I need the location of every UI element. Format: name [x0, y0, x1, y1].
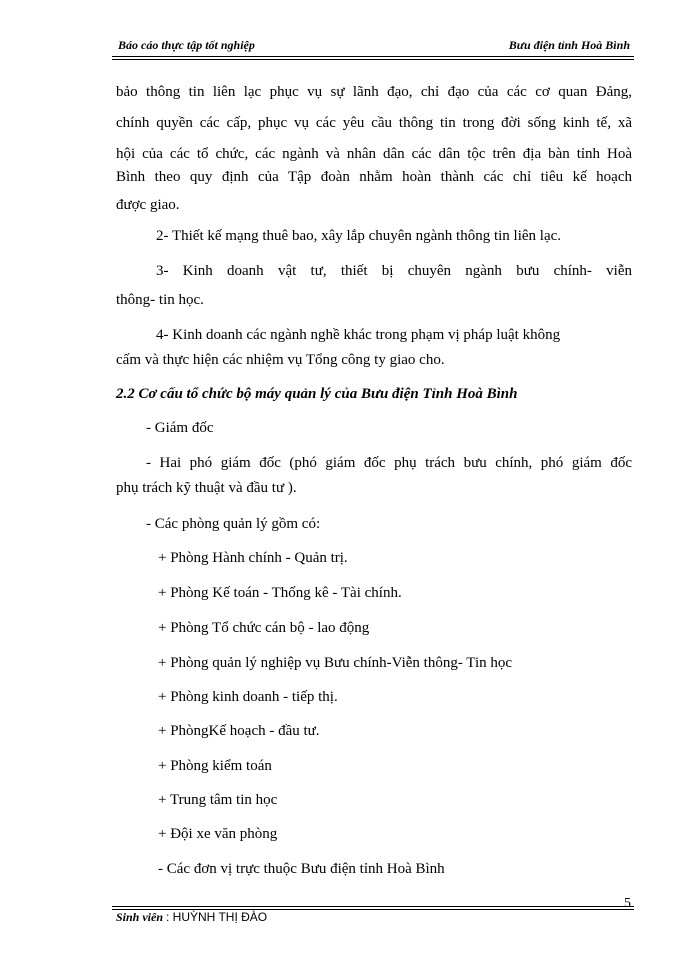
page-footer [116, 910, 267, 925]
list-item-2: 2- Thiết kế mạng thuê bao, xây lắp chuyên ngành thông tin liên lạc. [156, 228, 562, 244]
list-item-3-continuation: thông- tin học. [116, 292, 204, 308]
list-item-3: 3- Kinh doanh vật tư, thiết bị chuyên ngành bưu chính- viễn [156, 263, 632, 279]
list-item-4-continuation: cấm và thực hiện các nhiệm vụ Tổng công ty giao cho. [116, 352, 445, 368]
don-vi-line: - Các đơn vị trực thuộc Bưu điện tỉnh Hoà Bình [158, 861, 445, 877]
list-item: + Phòng Hành chính - Quản trị. [158, 550, 348, 566]
phong-intro: - Các phòng quản lý gồm có: [146, 516, 321, 532]
list-item-4: 4- Kinh doanh các ngành nghề khác trong phạm vị pháp luật không [156, 327, 561, 343]
paragraph-line: bảo thông tin liên lạc phục vụ sự lãnh đạo, chỉ đạo của các cơ quan Đảng, [116, 84, 632, 100]
giam-doc-line: - Giám đốc [146, 420, 214, 436]
header-rule-top [112, 56, 634, 57]
pho-giam-doc-line: - Hai phó giám đốc (phó giám đốc phụ trách bưu chính, phó giám đốc [146, 455, 632, 471]
page-header [118, 38, 630, 54]
footer-rule-top [112, 906, 634, 907]
header-rule-bottom [112, 59, 634, 60]
list-item: + PhòngKế hoạch - đầu tư. [158, 723, 320, 739]
list-item: + Phòng kiểm toán [158, 758, 272, 774]
list-item: + Phòng Tổ chức cán bộ - lao động [158, 620, 370, 636]
paragraph-line: Bình theo quy định của Tập đoàn nhằm hoàn thành các chỉ tiêu kế hoạch [116, 169, 632, 185]
paragraph-line: được giao. [116, 197, 180, 213]
header-organization: Bưu điện tỉnh Hoà Bình [508, 38, 630, 52]
list-item: + Phòng quản lý nghiệp vụ Bưu chính-Viễn thông- Tin học [158, 655, 513, 671]
header-report-title: Báo cáo thực tập tốt nghiệp [118, 38, 255, 52]
page-number: 5 [624, 896, 631, 911]
pho-giam-doc-continuation: phụ trách kỹ thuật và đầu tư ). [116, 480, 297, 496]
paragraph-line: hội của các tổ chức, các ngành và nhân dân các dân tộc trên địa bàn tỉnh Hoà [116, 146, 632, 162]
section-heading: 2.2 Cơ cấu tổ chức bộ máy quản lý của Bưu điện Tỉnh Hoà Bình [116, 386, 518, 402]
list-item: + Đội xe văn phòng [158, 826, 278, 842]
list-item: + Phòng kinh doanh - tiếp thị. [158, 689, 338, 705]
list-item: + Phòng Kế toán - Thống kê - Tài chính. [158, 585, 402, 601]
list-item: + Trung tâm tin học [158, 792, 278, 808]
footer-student-label: Sinh viên [116, 910, 164, 924]
footer-student-name: : HUỲNH THỊ ĐÀO [166, 910, 268, 924]
paragraph-line: chính quyền các cấp, phục vụ các yêu cầu thông tin trong đời sống kinh tế, xã [116, 115, 632, 131]
